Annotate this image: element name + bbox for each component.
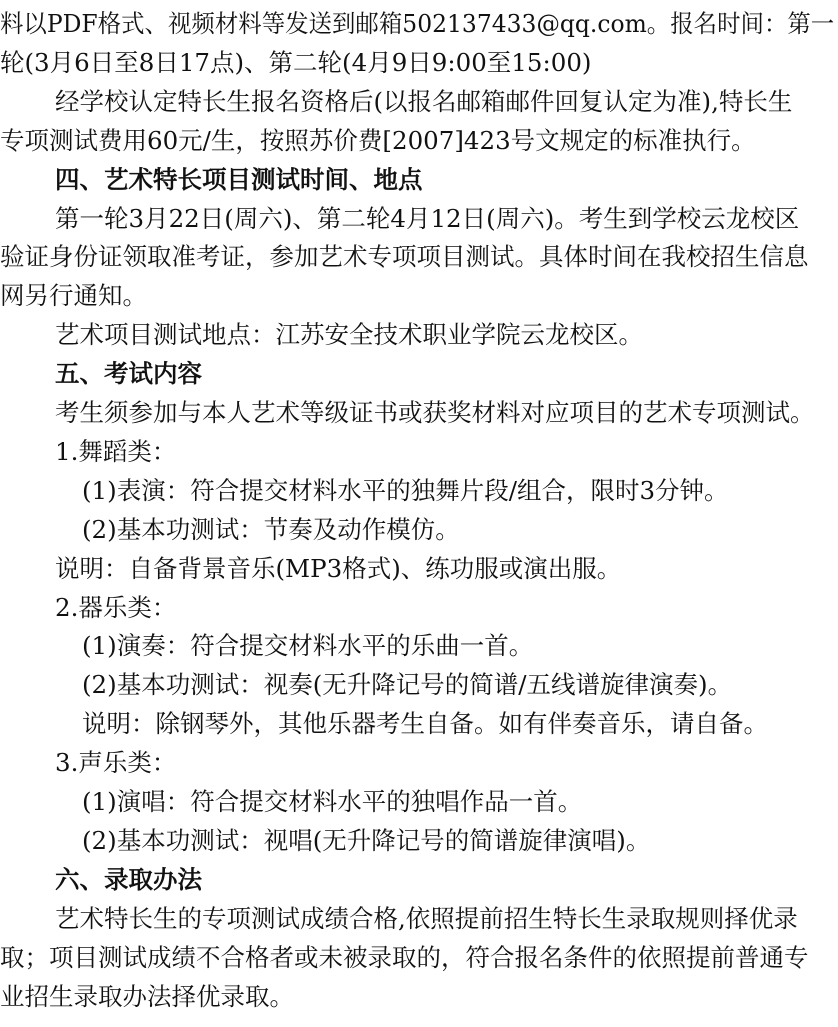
text-line: (2)基本功测试：视唱(无升降记号的简谱旋律演唱)。: [82, 825, 651, 855]
text-line: (2)基本功测试：节奏及动作模仿。: [82, 514, 460, 544]
text-line: 第一轮3月22日(周六)、第二轮4月12日(周六)。考生到学校云龙校区: [55, 203, 800, 233]
text-line: 2.器乐类：: [55, 592, 177, 622]
text-line: 1.舞蹈类：: [55, 436, 177, 466]
section-heading: 四、艺术特长项目测试时间、地点: [55, 164, 423, 194]
text-line: 说明：自备背景音乐(MP3格式)、练功服或演出服。: [55, 553, 622, 583]
text-line: (1)表演：符合提交材料水平的独舞片段/组合，限时3分钟。: [82, 475, 729, 505]
text-line: 专项测试费用60元/生，按照苏价费[2007]423号文规定的标准执行。: [0, 125, 756, 155]
text-line: 考生须参加与本人艺术等级证书或获奖材料对应项目的艺术专项测试。: [55, 398, 815, 427]
text-line: 取；项目测试成绩不合格者或未被录取的，符合报名条件的依照提前普通专: [0, 942, 809, 972]
text-line: 料以PDF格式、视频材料等发送到邮箱502137433@qq.com。报名时间：第一: [0, 9, 835, 38]
text-line: 业招生录取办法择优录取。: [0, 981, 294, 1011]
text-line: 经学校认定特长生报名资格后(以报名邮箱邮件回复认定为准),特长生: [55, 86, 793, 116]
text-line: 轮(3月6日至8日17点)、第二轮(4月9日9:00至15:00): [0, 47, 592, 77]
text-line: (2)基本功测试：视奏(无升降记号的简谱/五线谱旋律演奏)。: [82, 670, 733, 700]
section-heading: 五、考试内容: [55, 359, 202, 389]
text-line: 艺术特长生的专项测试成绩合格,依照提前招生特长生录取规则择优录: [55, 903, 798, 933]
text-line: (1)演奏：符合提交材料水平的乐曲一首。: [82, 631, 534, 661]
text-line: (1)演唱：符合提交材料水平的独唱作品一首。: [82, 787, 583, 816]
section-heading: 六、录取办法: [55, 864, 202, 894]
text-line: 艺术项目测试地点：江苏安全技术职业学院云龙校区。: [55, 320, 643, 350]
text-line: 验证身份证领取准考证，参加艺术专项项目测试。具体时间在我校招生信息: [0, 242, 809, 272]
text-line: 3.声乐类：: [55, 748, 177, 778]
text-line: 网另行通知。: [0, 281, 147, 311]
text-line: 说明：除钢琴外，其他乐器考生自备。如有伴奏音乐，请自备。: [82, 709, 768, 739]
